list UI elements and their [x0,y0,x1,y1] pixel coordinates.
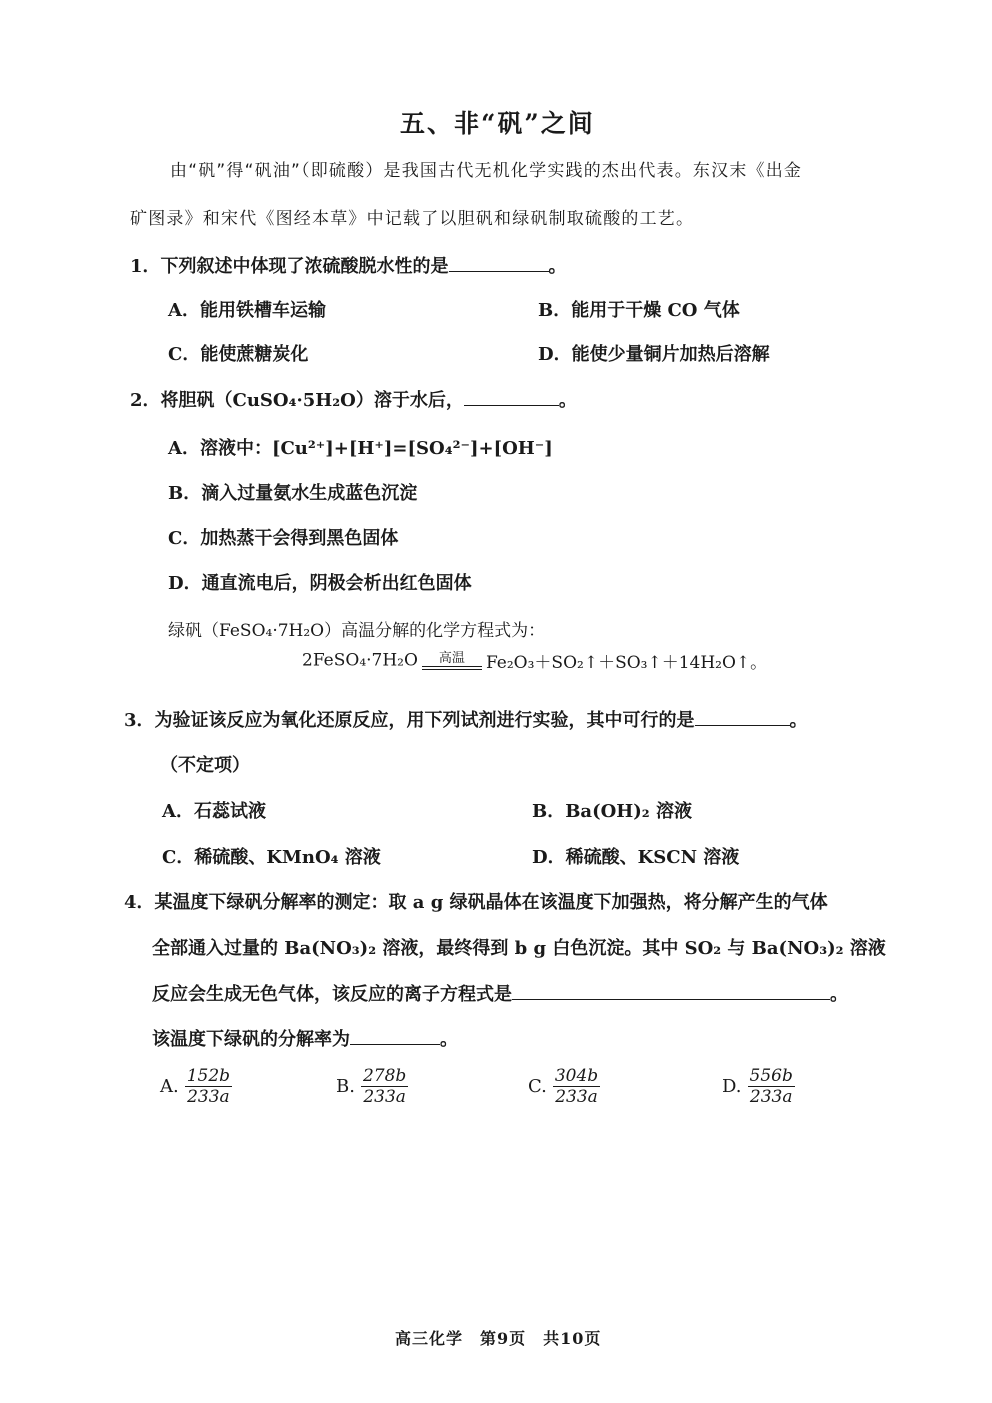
question-4-line-2: 全部通入过量的 Ba(NO₃)₂ 溶液，最终得到 b g 白色沉淀。其中 SO₂ 与 Ba(NO₃)₂ 溶液 [152,938,886,959]
option-d-label: D. [722,1076,742,1097]
decomposition-rate-blank[interactable] [350,1044,440,1045]
question-4-line-4-text: 该温度下绿矾的分解率为 [152,1029,350,1050]
reaction-arrow [422,652,482,670]
question-2-option-d: D．通直流电后，阴极会析出红色固体 [168,573,472,594]
question-4-option-d [722,1066,795,1107]
question-2-stem [130,386,577,412]
option-b-label: B. [336,1076,355,1097]
option-c-denominator: 233a [555,1087,598,1107]
option-d-numerator: 556b [749,1066,793,1086]
question-3-stem [124,706,808,732]
question-4-option-a [160,1066,232,1107]
question-3-period: 。 [789,710,808,731]
question-1-option-d: D．能使少量铜片加热后溶解 [538,344,770,365]
question-2-text: 2．将胆矾（CuSO₄·5H₂O）溶于水后， [130,390,464,411]
option-c-label: C. [528,1076,547,1097]
ionic-equation-blank[interactable] [512,999,830,1000]
question-2-answer-blank[interactable] [464,405,559,406]
question-4-option-b [336,1066,408,1107]
equals-bars [422,666,482,670]
reaction-intro: 绿矾（FeSO₄·7H₂O）高温分解的化学方程式为： [168,621,546,641]
question-2-option-c: C．加热蒸干会得到黑色固体 [168,528,399,549]
question-4-line-3-text: 反应会生成无色气体，该反应的离子方程式是 [152,984,512,1005]
section-title: 五、非“矾”之间 [400,109,595,138]
question-3-note: （不定项） [160,755,250,776]
option-a-numerator: 152b [186,1066,231,1086]
question-1-answer-blank[interactable] [449,271,549,272]
option-c-fraction [553,1066,600,1107]
reaction-condition: 高温 [438,650,465,666]
question-1-period: 。 [548,256,567,277]
question-3-option-d: D．稀硫酸、KSCN 溶液 [532,847,740,868]
option-a-denominator: 233a [187,1087,230,1107]
question-1-text: 1．下列叙述中体现了浓硫酸脱水性的是 [130,256,449,277]
option-d-fraction [748,1066,795,1107]
reaction-left: 2FeSO₄·7H₂O [302,650,418,671]
question-1-stem [130,252,567,278]
question-4-option-c [528,1066,600,1107]
question-3-option-c: C．稀硫酸、KMnO₄ 溶液 [162,847,381,868]
question-3-answer-blank[interactable] [695,725,790,726]
question-2-period: 。 [558,390,577,411]
question-1-option-c: C．能使蔗糖炭化 [168,344,309,365]
question-4-line-3-period: 。 [830,984,848,1005]
question-3-option-b: B．Ba(OH)₂ 溶液 [532,801,692,822]
page-footer: 高三化学 第9页 共10页 [395,1329,602,1348]
option-c-numerator: 304b [554,1066,599,1086]
option-b-fraction [361,1066,408,1107]
intro-line-2: 矿图录》和宋代《图经本草》中记载了以胆矾和绿矾制取硫酸的工艺。 [130,209,695,229]
option-d-denominator: 233a [749,1087,793,1107]
option-a-fraction [185,1066,232,1107]
question-4-line-4 [152,1025,458,1051]
question-2-option-a: A．溶液中：[Cu²⁺]+[H⁺]=[SO₄²⁻]+[OH⁻] [168,438,553,459]
intro-line-1: 由“矾”得“矾油”（即硫酸）是我国古代无机化学实践的杰出代表。东汉末《出金 [170,161,803,181]
question-4-line-1: 4．某温度下绿矾分解率的测定：取 a g 绿矾晶体在该温度下加强热，将分解产生的气体 [124,892,828,913]
option-a-label: A. [160,1076,179,1097]
question-1-option-b: B．能用于干燥 CO 气体 [538,300,740,321]
question-3-option-a: A．石蕊试液 [162,801,266,822]
reaction-right: Fe₂O₃＋SO₂↑＋SO₃↑＋14H₂O↑。 [485,653,768,673]
option-b-numerator: 278b [362,1066,407,1086]
option-b-denominator: 233a [363,1087,406,1107]
question-4-line-4-period: 。 [440,1029,458,1050]
question-1-option-a: A．能用铁槽车运输 [168,300,326,321]
question-2-option-b: B．滴入过量氨水生成蓝色沉淀 [168,483,418,504]
question-4-line-3 [152,980,848,1006]
reaction-equation [302,648,767,673]
question-3-text: 3．为验证该反应为氧化还原反应，用下列试剂进行实验，其中可行的是 [124,710,695,731]
